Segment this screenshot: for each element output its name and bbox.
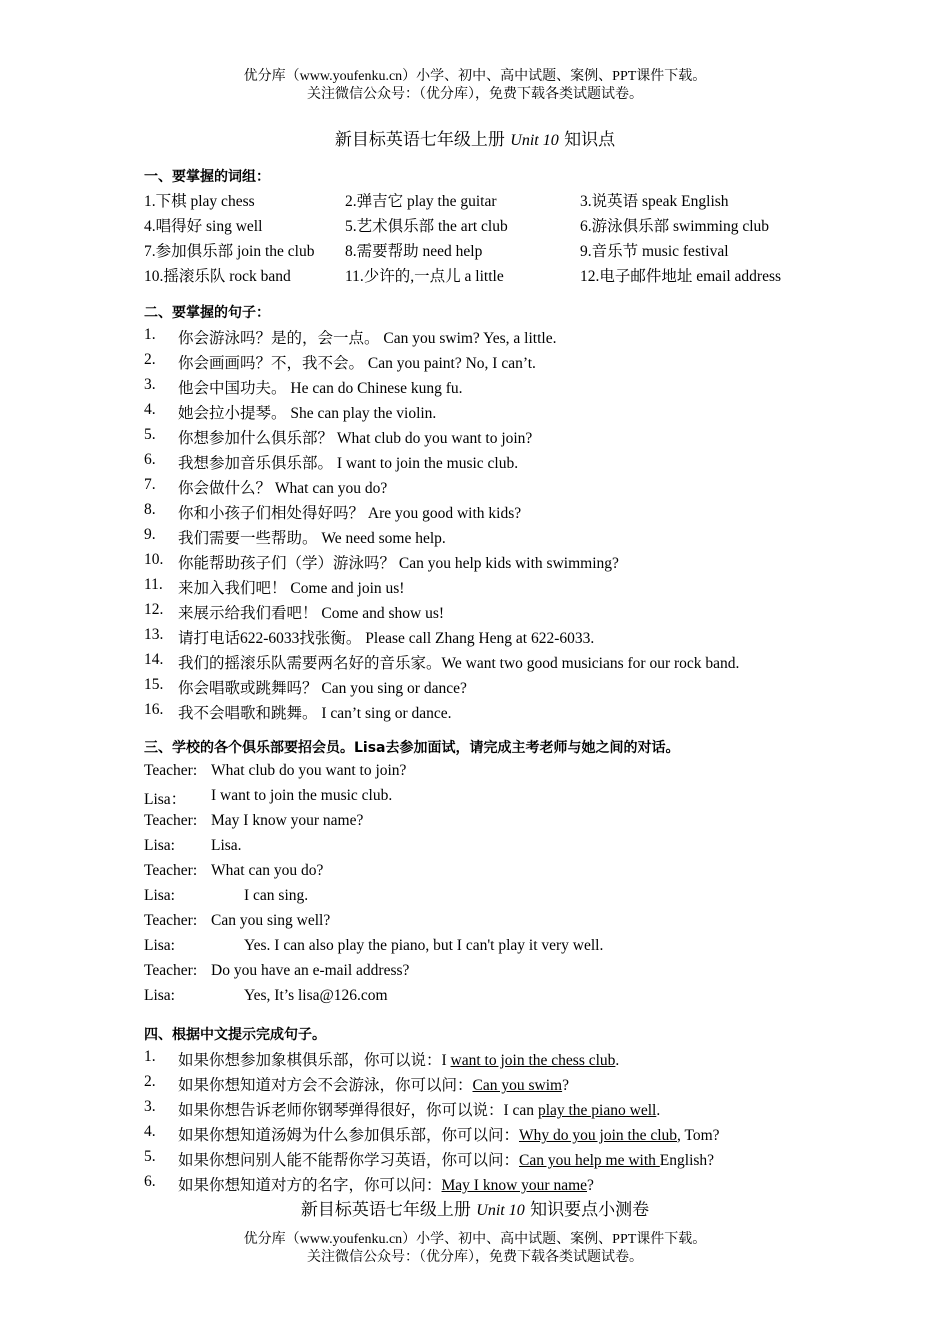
sentence-number: 9.	[144, 526, 156, 543]
dialog-line: Yes, It’s lisa@126.com	[244, 987, 388, 1004]
header-line-2: 关注微信公众号：（优分库），免费下载各类试题试卷。	[307, 87, 643, 102]
phrase-item: 11.少许的,一点儿 a little	[345, 268, 504, 285]
sentence-text: 我不会唱歌和跳舞。 I can’t sing or dance.	[178, 705, 452, 722]
sentence-number: 14.	[144, 651, 164, 668]
exercise-number: 2.	[144, 1073, 156, 1090]
exercise-number: 4.	[144, 1123, 156, 1140]
quiz-title: 新目标英语七年级上册 Unit 10 知识要点小测卷	[300, 1200, 650, 1220]
section4-heading: 四、根据中文提示完成句子。	[144, 1027, 326, 1043]
dialog-line: Yes. I can also play the piano, but I can't play it very well.	[244, 937, 604, 954]
phrase-item: 10.摇滚乐队 rock band	[144, 268, 291, 285]
phrase-item: 4.唱得好 sing well	[144, 218, 263, 235]
sentence-number: 6.	[144, 451, 156, 468]
dialog-speaker: Teacher:	[144, 962, 198, 979]
sentence-text: 请打电话622-6033找张衡。 Please call Zhang Heng at 622-6033.	[178, 630, 595, 647]
sentence-text: 你会唱歌或跳舞吗？ Can you sing or dance?	[178, 680, 467, 697]
exercise-sentence: 如果你想问别人能不能帮你学习英语，你可以问：Can you help me with English?	[178, 1152, 715, 1169]
phrase-item: 8.需要帮助 need help	[345, 243, 483, 260]
sentence-number: 3.	[144, 376, 156, 393]
dialog-speaker: Teacher:	[144, 812, 198, 829]
sentence-number: 13.	[144, 626, 164, 643]
exercise-sentence: 如果你想知道对方会不会游泳，你可以问：Can you swim?	[178, 1077, 569, 1094]
section2-heading: 二、要掌握的句子：	[144, 305, 270, 321]
dialog-line: I can sing.	[244, 887, 309, 904]
sentence-number: 11.	[144, 576, 163, 593]
answer-blank: Can you swim	[472, 1077, 563, 1094]
dialog-line: Do you have an e-mail address?	[211, 962, 410, 979]
sentence-number: 2.	[144, 351, 156, 368]
sentence-number: 4.	[144, 401, 156, 418]
sentence-text: 我们的摇滚乐队需要两名好的音乐家。We want two good musicians for our rock band.	[178, 655, 740, 672]
phrase-item: 7.参加俱乐部 join the club	[144, 243, 315, 260]
exercise-sentence: 如果你想知道汤姆为什么参加俱乐部，你可以问：Why do you join the club, Tom?	[178, 1127, 720, 1144]
footer-line-2: 关注微信公众号：（优分库），免费下载各类试题试卷。	[307, 1250, 643, 1265]
footer-line-1: 优分库（www.youfenku.cn）小学、初中、高中试题、案例、PPT课件下载。	[243, 1232, 707, 1247]
phrase-item: 2.弹吉它 play the guitar	[345, 193, 497, 210]
phrase-item: 3.说英语 speak English	[580, 193, 729, 210]
sentence-text: 她会拉小提琴。 She can play the violin.	[178, 405, 437, 422]
dialog-speaker: Teacher:	[144, 912, 198, 929]
exercise-number: 3.	[144, 1098, 156, 1115]
dialog-line: May I know your name?	[211, 812, 364, 829]
exercise-sentence: 如果你想告诉老师你钢琴弹得很好，你可以说：I can play the piano well.	[178, 1102, 661, 1119]
phrase-item: 6.游泳俱乐部 swimming club	[580, 218, 770, 235]
sentence-text: 你会画画吗？不，我不会。 Can you paint? No, I can’t.	[178, 355, 536, 372]
answer-blank: May I know your name	[441, 1177, 588, 1194]
dialog-speaker: Lisa:	[144, 887, 175, 904]
dialog-line: Lisa.	[211, 837, 242, 854]
dialog-speaker: Lisa:	[144, 987, 175, 1004]
phrase-item: 9.音乐节 music festival	[580, 243, 729, 260]
sentence-number: 7.	[144, 476, 156, 493]
answer-blank: Can you help me with	[519, 1152, 660, 1169]
dialog-speaker: Lisa:	[144, 937, 175, 954]
exercise-number: 5.	[144, 1148, 156, 1165]
dialog-speaker: Teacher:	[144, 762, 198, 779]
dialog-line: What club do you want to join?	[211, 762, 407, 779]
phrase-item: 5.艺术俱乐部 the art club	[345, 218, 508, 235]
sentence-text: 你会游泳吗？是的，会一点。 Can you swim? Yes, a little.	[178, 330, 557, 347]
phrase-item: 1.下棋 play chess	[144, 193, 255, 210]
sentence-text: 你会做什么？ What can you do?	[178, 480, 388, 497]
sentence-number: 12.	[144, 601, 164, 618]
section1-heading: 一、要掌握的词组：	[144, 169, 270, 185]
exercise-number: 1.	[144, 1048, 156, 1065]
dialog-speaker: Lisa：	[144, 791, 187, 808]
sentence-number: 5.	[144, 426, 156, 443]
sentence-text: 我们需要一些帮助。 We need some help.	[178, 530, 446, 547]
sentence-text: 来展示给我们看吧！ Come and show us!	[178, 605, 445, 622]
sentence-text: 你想参加什么俱乐部？ What club do you want to join?	[178, 430, 533, 447]
phrase-item: 12.电子邮件地址 email address	[580, 268, 782, 285]
dialog-speaker: Teacher:	[144, 862, 198, 879]
dialog-speaker: Lisa:	[144, 837, 175, 854]
sentence-number: 16.	[144, 701, 164, 718]
dialog-line: I want to join the music club.	[211, 787, 393, 804]
sentence-text: 你和小孩子们相处得好吗？ Are you good with kids?	[178, 505, 522, 522]
sentence-text: 来加入我们吧！ Come and join us!	[178, 580, 405, 597]
dialog-line: Can you sing well?	[211, 912, 331, 929]
sentence-number: 10.	[144, 551, 164, 568]
answer-blank: play the piano well	[537, 1102, 657, 1119]
exercise-sentence: 如果你想知道对方的名字，你可以问：May I know your name?	[178, 1177, 594, 1194]
sentence-text: 他会中国功夫。 He can do Chinese kung fu.	[178, 380, 463, 397]
sentence-number: 1.	[144, 326, 156, 343]
header-line-1: 优分库（www.youfenku.cn）小学、初中、高中试题、案例、PPT课件下载。	[243, 69, 707, 84]
exercise-number: 6.	[144, 1173, 156, 1190]
sentence-text: 我想参加音乐俱乐部。 I want to join the music club.	[178, 455, 519, 472]
sentence-number: 15.	[144, 676, 164, 693]
exercise-sentence: 如果你想参加象棋俱乐部，你可以说：I want to join the chess club.	[178, 1052, 620, 1069]
answer-blank: want to join the chess club	[450, 1052, 616, 1069]
section3-heading: 三、学校的各个俱乐部要招会员。Lisa去参加面试，请完成主考老师与她之间的对话。	[144, 740, 680, 756]
sentence-number: 8.	[144, 501, 156, 518]
dialog-line: What can you do?	[211, 862, 324, 879]
sentence-text: 你能帮助孩子们（学）游泳吗？ Can you help kids with swimming?	[178, 555, 619, 572]
answer-blank: Why do you join the club	[519, 1127, 678, 1144]
page-title: 新目标英语七年级上册 Unit 10 知识点	[334, 130, 616, 150]
